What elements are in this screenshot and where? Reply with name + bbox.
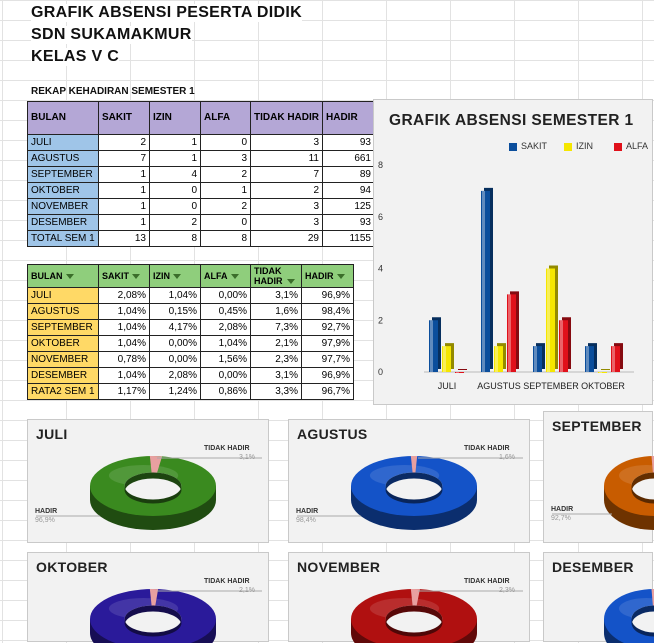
cell-month[interactable]: SEPTEMBER <box>28 167 99 183</box>
col-header-izin[interactable] <box>150 265 201 288</box>
cell-alfa[interactable]: 0,00% <box>201 288 251 304</box>
donut-card-september[interactable] <box>543 411 653 543</box>
col-header-label: SAKIT <box>102 271 129 281</box>
cell-alfa[interactable]: 0 <box>201 135 251 151</box>
cell-hadir[interactable]: 98,4% <box>302 304 354 320</box>
col-header-alfa[interactable] <box>201 265 251 288</box>
y-tick-label: 6 <box>378 212 383 222</box>
donut-title: OKTOBER <box>36 559 108 575</box>
cell-tidak-hadir[interactable]: 7,3% <box>251 320 302 336</box>
table-total-row <box>28 384 354 400</box>
cell-izin[interactable]: 0,00% <box>150 352 201 368</box>
attendance-percent-table <box>27 264 354 400</box>
filter-dropdown-icon[interactable] <box>287 279 295 284</box>
sheet-title: GRAFIK ABSENSI PESERTA DIDIK <box>31 4 302 22</box>
y-tick-label: 0 <box>378 367 383 377</box>
table-row <box>28 183 375 199</box>
cell-hadir[interactable]: 96,9% <box>302 368 354 384</box>
y-tick-label: 4 <box>378 264 383 274</box>
cell-izin[interactable]: 8 <box>150 231 201 247</box>
table-row <box>28 151 375 167</box>
bar-alfa-agustus[interactable] <box>507 291 519 372</box>
cell-hadir[interactable]: 97,7% <box>302 352 354 368</box>
attendance-count-table <box>27 101 375 247</box>
col-header-hadir[interactable] <box>302 265 354 288</box>
pct-hadir: 96,9% <box>35 517 55 524</box>
bar-chart <box>374 100 654 406</box>
table-row <box>28 215 375 231</box>
table-header-row <box>28 265 354 288</box>
x-tick-label: JULI <box>438 381 457 391</box>
table-row <box>28 320 354 336</box>
label-hadir: HADIR <box>296 508 318 515</box>
cell-izin[interactable]: 4,17% <box>150 320 201 336</box>
col-header-label: TIDAK HADIR <box>254 266 284 286</box>
cell-tidak-hadir[interactable]: 3 <box>251 199 323 215</box>
pct-tidak-hadir: 2,3% <box>499 587 515 594</box>
cell-hadir[interactable]: 94 <box>323 183 375 199</box>
cell-tidak-hadir[interactable]: 2,1% <box>251 336 302 352</box>
cell-sakit[interactable]: 1,17% <box>99 384 150 400</box>
pct-hadir: 98,4% <box>296 517 316 524</box>
cell-alfa[interactable]: 0,00% <box>201 368 251 384</box>
cell-izin[interactable]: 1 <box>150 135 201 151</box>
cell-hadir[interactable]: 93 <box>323 135 375 151</box>
cell-month[interactable]: NOVEMBER <box>28 352 99 368</box>
cell-alfa[interactable]: 1,56% <box>201 352 251 368</box>
class-name: KELAS V C <box>31 48 119 66</box>
label-tidak-hadir: TIDAK HADIR <box>464 445 510 452</box>
bar-sakit-agustus[interactable] <box>481 188 493 372</box>
pct-tidak-hadir: 1,6% <box>499 454 515 461</box>
cell-sakit[interactable]: 1,04% <box>99 304 150 320</box>
cell-sakit[interactable]: 1 <box>99 215 150 231</box>
donut-chart <box>28 553 270 643</box>
col-header-bulan[interactable]: BULAN <box>28 102 99 135</box>
y-tick-label: 8 <box>378 160 383 170</box>
donut-title: AGUSTUS <box>297 426 368 442</box>
cell-month[interactable]: DESEMBER <box>28 215 99 231</box>
col-header-izin[interactable]: IZIN <box>150 102 201 135</box>
cell-izin[interactable]: 4 <box>150 167 201 183</box>
label-tidak-hadir: TIDAK HADIR <box>204 445 250 452</box>
cell-month[interactable]: TOTAL SEM 1 <box>28 231 99 247</box>
cell-hadir[interactable]: 125 <box>323 199 375 215</box>
cell-tidak-hadir[interactable]: 3,1% <box>251 368 302 384</box>
table-row <box>28 304 354 320</box>
cell-izin[interactable]: 1 <box>150 151 201 167</box>
bar-alfa-oktober[interactable] <box>611 343 623 372</box>
cell-tidak-hadir[interactable]: 3,1% <box>251 288 302 304</box>
cell-sakit[interactable]: 1,04% <box>99 336 150 352</box>
table-row <box>28 368 354 384</box>
col-header-tidak-hadir[interactable]: TIDAK HADIR <box>251 102 323 135</box>
bar-izin-juli[interactable] <box>442 343 454 372</box>
legend-label: ALFA <box>626 141 648 151</box>
cell-month[interactable]: RATA2 SEM 1 <box>28 384 99 400</box>
donut-chart <box>544 412 654 544</box>
cell-alfa[interactable]: 1 <box>201 183 251 199</box>
donut-title: DESEMBER <box>552 559 634 575</box>
donut-card-november[interactable] <box>288 552 530 642</box>
col-header-label: IZIN <box>153 271 170 281</box>
cell-sakit[interactable]: 1 <box>99 167 150 183</box>
donut-title: JULI <box>36 426 68 442</box>
cell-hadir[interactable]: 89 <box>323 167 375 183</box>
label-hadir: HADIR <box>551 506 573 513</box>
table-total-row <box>28 231 375 247</box>
cell-izin[interactable]: 0,00% <box>150 336 201 352</box>
cell-hadir[interactable]: 93 <box>323 215 375 231</box>
donut-card-juli[interactable] <box>27 419 269 543</box>
col-header-sakit[interactable] <box>99 265 150 288</box>
cell-sakit[interactable]: 13 <box>99 231 150 247</box>
cell-month[interactable]: NOVEMBER <box>28 199 99 215</box>
cell-tidak-hadir[interactable]: 1,6% <box>251 304 302 320</box>
label-tidak-hadir: TIDAK HADIR <box>204 578 250 585</box>
cell-alfa[interactable]: 2,08% <box>201 320 251 336</box>
label-tidak-hadir: TIDAK HADIR <box>464 578 510 585</box>
cell-month[interactable]: JULI <box>28 288 99 304</box>
bar-sakit-oktober[interactable] <box>585 343 597 372</box>
cell-alfa[interactable]: 3 <box>201 151 251 167</box>
donut-title: NOVEMBER <box>297 559 380 575</box>
filter-dropdown-icon[interactable] <box>132 274 140 279</box>
cell-month[interactable]: AGUSTUS <box>28 304 99 320</box>
cell-tidak-hadir[interactable]: 11 <box>251 151 323 167</box>
cell-izin[interactable]: 2 <box>150 215 201 231</box>
bar-sakit-juli[interactable] <box>429 317 441 372</box>
cell-tidak-hadir[interactable]: 3 <box>251 135 323 151</box>
col-header-bulan[interactable] <box>28 265 99 288</box>
cell-hadir[interactable]: 96,7% <box>302 384 354 400</box>
cell-sakit[interactable]: 1 <box>99 183 150 199</box>
donut-title: SEPTEMBER <box>552 418 642 434</box>
x-tick-label: SEPTEMBER <box>523 381 579 391</box>
cell-alfa[interactable]: 1,04% <box>201 336 251 352</box>
donut-card-agustus[interactable] <box>288 419 530 543</box>
pct-hadir: 92,7% <box>551 515 571 522</box>
cell-sakit[interactable]: 2 <box>99 135 150 151</box>
donut-chart <box>544 553 654 643</box>
table-row <box>28 199 375 215</box>
cell-hadir[interactable]: 96,9% <box>302 288 354 304</box>
col-header-label: ALFA <box>204 271 228 281</box>
table-header-row <box>28 102 375 135</box>
pct-tidak-hadir: 3,1% <box>239 454 255 461</box>
table-row <box>28 135 375 151</box>
cell-sakit[interactable]: 1 <box>99 199 150 215</box>
table-row <box>28 352 354 368</box>
cell-alfa[interactable]: 0,45% <box>201 304 251 320</box>
cell-month[interactable]: SEPTEMBER <box>28 320 99 336</box>
x-tick-label: OKTOBER <box>581 381 625 391</box>
bar-sakit-september[interactable] <box>533 343 545 372</box>
cell-alfa[interactable]: 2 <box>201 199 251 215</box>
table-row <box>28 336 354 352</box>
bar-izin-september[interactable] <box>546 266 558 373</box>
cell-alfa[interactable]: 0,86% <box>201 384 251 400</box>
cell-sakit[interactable]: 1,04% <box>99 368 150 384</box>
cell-izin[interactable]: 2,08% <box>150 368 201 384</box>
col-header-hadir[interactable]: HADIR <box>323 102 375 135</box>
cell-sakit[interactable]: 0,78% <box>99 352 150 368</box>
cell-month[interactable]: AGUSTUS <box>28 151 99 167</box>
cell-month[interactable]: JULI <box>28 135 99 151</box>
label-hadir: HADIR <box>35 508 57 515</box>
y-tick-label: 2 <box>378 315 383 325</box>
table-row <box>28 288 354 304</box>
bar-alfa-september[interactable] <box>559 317 571 372</box>
cell-tidak-hadir[interactable]: 29 <box>251 231 323 247</box>
legend-label: SAKIT <box>521 141 547 151</box>
cell-sakit[interactable]: 2,08% <box>99 288 150 304</box>
school-name: SDN SUKAMAKMUR <box>31 26 192 44</box>
filter-dropdown-icon[interactable] <box>337 274 345 279</box>
cell-month[interactable]: OKTOBER <box>28 183 99 199</box>
cell-izin[interactable]: 1,24% <box>150 384 201 400</box>
x-tick-label: AGUSTUS <box>477 381 521 391</box>
col-header-label: BULAN <box>31 271 63 281</box>
filter-dropdown-icon[interactable] <box>66 274 74 279</box>
bar-chart-title: GRAFIK ABSENSI SEMESTER 1 <box>389 112 634 130</box>
cell-izin[interactable]: 1,04% <box>150 288 201 304</box>
cell-hadir[interactable]: 97,9% <box>302 336 354 352</box>
cell-tidak-hadir[interactable]: 3,3% <box>251 384 302 400</box>
donut-chart <box>289 553 531 643</box>
cell-month[interactable]: OKTOBER <box>28 336 99 352</box>
cell-tidak-hadir[interactable]: 2,3% <box>251 352 302 368</box>
donut-chart <box>289 420 531 544</box>
col-header-label: HADIR <box>305 271 334 281</box>
cell-tidak-hadir[interactable]: 2 <box>251 183 323 199</box>
pct-tidak-hadir: 2,1% <box>239 587 255 594</box>
cell-alfa[interactable]: 0 <box>201 215 251 231</box>
cell-sakit[interactable]: 7 <box>99 151 150 167</box>
cell-hadir[interactable]: 661 <box>323 151 375 167</box>
cell-izin[interactable]: 0,15% <box>150 304 201 320</box>
donut-chart <box>28 420 270 544</box>
col-header-alfa[interactable]: ALFA <box>201 102 251 135</box>
bar-izin-agustus[interactable] <box>494 343 506 372</box>
donut-card-oktober[interactable] <box>27 552 269 642</box>
cell-tidak-hadir[interactable]: 7 <box>251 167 323 183</box>
cell-hadir[interactable]: 1155 <box>323 231 375 247</box>
cell-hadir[interactable]: 92,7% <box>302 320 354 336</box>
filter-dropdown-icon[interactable] <box>173 274 181 279</box>
col-header-sakit[interactable]: SAKIT <box>99 102 150 135</box>
cell-alfa[interactable]: 2 <box>201 167 251 183</box>
col-header-tidak-hadir[interactable] <box>251 265 302 288</box>
filter-dropdown-icon[interactable] <box>231 274 239 279</box>
cell-izin[interactable]: 0 <box>150 199 201 215</box>
cell-tidak-hadir[interactable]: 3 <box>251 215 323 231</box>
bar-chart-panel[interactable] <box>373 99 653 405</box>
donut-card-desember[interactable] <box>543 552 653 642</box>
cell-alfa[interactable]: 8 <box>201 231 251 247</box>
cell-izin[interactable]: 0 <box>150 183 201 199</box>
rekap-label: REKAP KEHADIRAN SEMESTER 1 <box>31 86 195 97</box>
cell-sakit[interactable]: 1,04% <box>99 320 150 336</box>
legend-label: IZIN <box>576 141 593 151</box>
cell-month[interactable]: DESEMBER <box>28 368 99 384</box>
table-row <box>28 167 375 183</box>
